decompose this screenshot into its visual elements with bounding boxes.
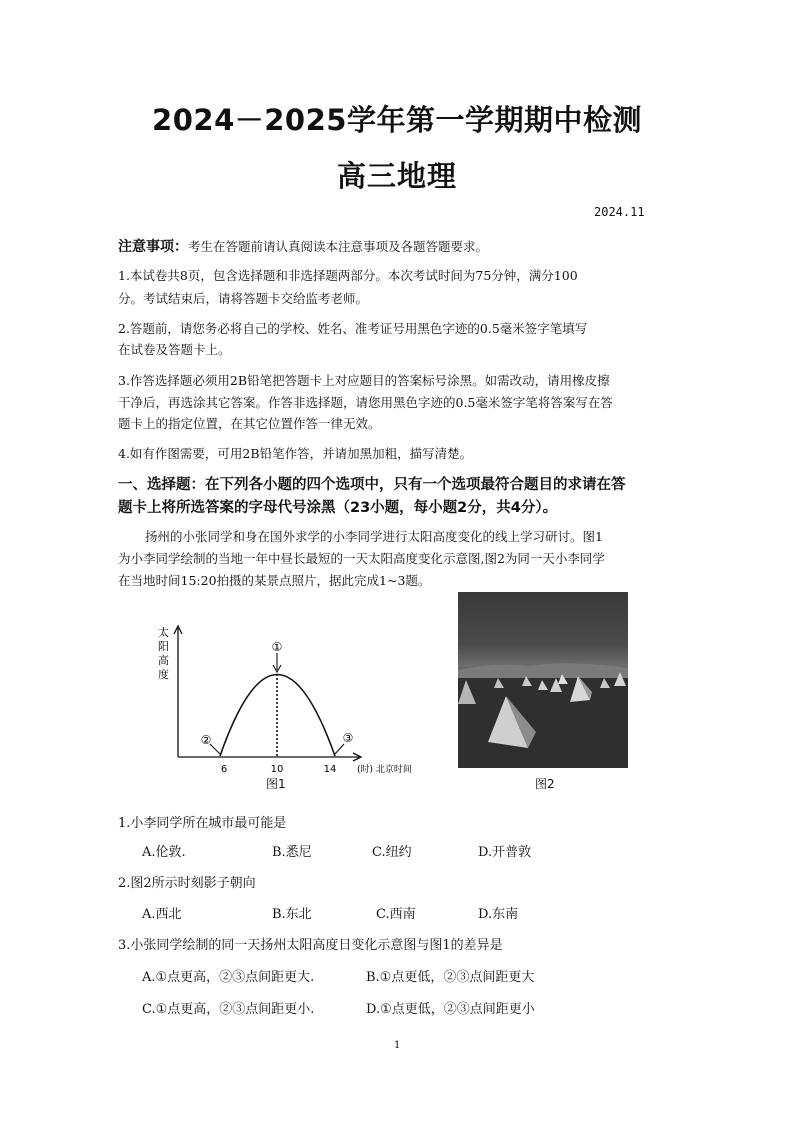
question1-option-d: D.开普敦: [478, 845, 532, 860]
notice-intro: 考生在答题前请认真阅读本注意事项及各题答题要求。: [188, 239, 489, 254]
notice-label: 注意事项：: [118, 239, 188, 255]
figure2-caption: 图2: [535, 777, 555, 791]
notice-item3-line3: 题卡上的指定位置，在其它位置作答一律无效。: [118, 416, 381, 431]
question3-option-a: A.①点更高，②③点间距更大.: [142, 970, 315, 985]
figure1-solar-altitude-diagram: [148, 620, 438, 795]
tick-6: 6: [220, 764, 228, 775]
question3-stem: 3.小张同学绘制的同一天扬州太阳高度日变化示意图与图1的差异是: [118, 938, 503, 953]
intro-line3: 在当地时间15:20拍摄的某景点照片，据此完成1~3题。: [118, 573, 431, 588]
pyramid-scene: [458, 592, 628, 768]
question3-option-d: D.①点更低，②③点间距更小: [366, 1002, 535, 1017]
question1-option-b: B.悉尼: [272, 845, 312, 860]
y-label-char-3: 高: [158, 654, 169, 667]
figure1-caption: 图1: [266, 777, 286, 791]
notice-intro-line: [118, 236, 688, 256]
section1-heading-line2: 题卡上将所选答案的字母代号涂黑（23小题，每小题2分，共4分）。: [118, 500, 558, 516]
notice-item4: 4.如有作图需要，可用2B铅笔作答，并请加黑加粗，描写清楚。: [118, 446, 473, 461]
page-number: 1: [394, 1040, 401, 1051]
marker1-label: ①: [271, 640, 283, 654]
marker2-label: ②: [200, 733, 212, 747]
question1-option-a: A.伦敦.: [142, 845, 186, 860]
intro-line1: 扬州的小张同学和身在国外求学的小李同学进行太阳高度变化的线上学习研讨。图1: [145, 529, 603, 544]
question2-option-c: C.西南: [376, 907, 416, 922]
question3-option-b: B.①点更低，②③点间距更大: [366, 970, 535, 985]
section1-heading-line1: 一、选择题：在下列各小题的四个选项中，只有一个选项最符合题目的求请在答: [118, 477, 626, 493]
notice-item3-line2: 干净后，再选涂其它答案。作答非选择题，请您用黑色字迹的0.5毫米签字笔将答案写在答: [118, 395, 613, 410]
intro-line2: 为小李同学绘制的当地一年中昼长最短的一天太阳高度变化示意图,图2为同一天小李同学: [118, 551, 605, 566]
question2-option-a: A.西北: [142, 907, 182, 922]
question2-stem: 2.图2所示时刻影子朝向: [118, 876, 256, 891]
marker2-arrow: [210, 744, 220, 754]
exam-title: 2024－2025学年第一学期期中检测: [152, 103, 642, 137]
y-label-char-4: 度: [158, 668, 169, 681]
ground: [458, 678, 628, 768]
y-label-char-1: 太: [158, 626, 169, 639]
question1-option-c: C.纽约: [372, 845, 412, 860]
exam-subtitle: 高三地理: [336, 159, 457, 193]
question1-stem: 1.小李同学所在城市最可能是: [118, 816, 287, 831]
question2-option-d: D.东南: [478, 907, 519, 922]
tick-10: 10: [270, 764, 284, 775]
notice-item2-line2: 在试卷及答题卡上。: [118, 342, 231, 357]
distant-hills: [458, 663, 628, 680]
marker3-arrow: [335, 744, 344, 754]
figure2-photo: [458, 592, 628, 768]
notice-item2-line1: 2.答题前，请您务必将自己的学校、姓名、准考证号用黑色字迹的0.5毫米签字笔填写: [118, 321, 588, 336]
question3-option-c: C.①点更高，②③点间距更小.: [142, 1002, 315, 1017]
y-label-char-2: 阳: [158, 640, 169, 653]
x-axis-label: (时) 北京时间: [357, 765, 412, 775]
tick-14: 14: [323, 764, 337, 775]
notice-item3-line1: 3.作答选择题必须用2B铅笔把答题卡上对应题目的答案标号涂黑。如需改动，请用橡皮擦: [118, 373, 610, 388]
marker3-label: ③: [342, 731, 354, 745]
exam-date: 2024.11: [594, 205, 645, 219]
notice-item1-line2: 分。考试结束后，请将答题卡交给监考老师。: [118, 291, 369, 306]
question2-option-b: B.东北: [272, 907, 312, 922]
notice-item1-line1: 1.本试卷共8页，包含选择题和非选择题两部分。本次考试时间为75分钟，满分100: [118, 268, 578, 283]
